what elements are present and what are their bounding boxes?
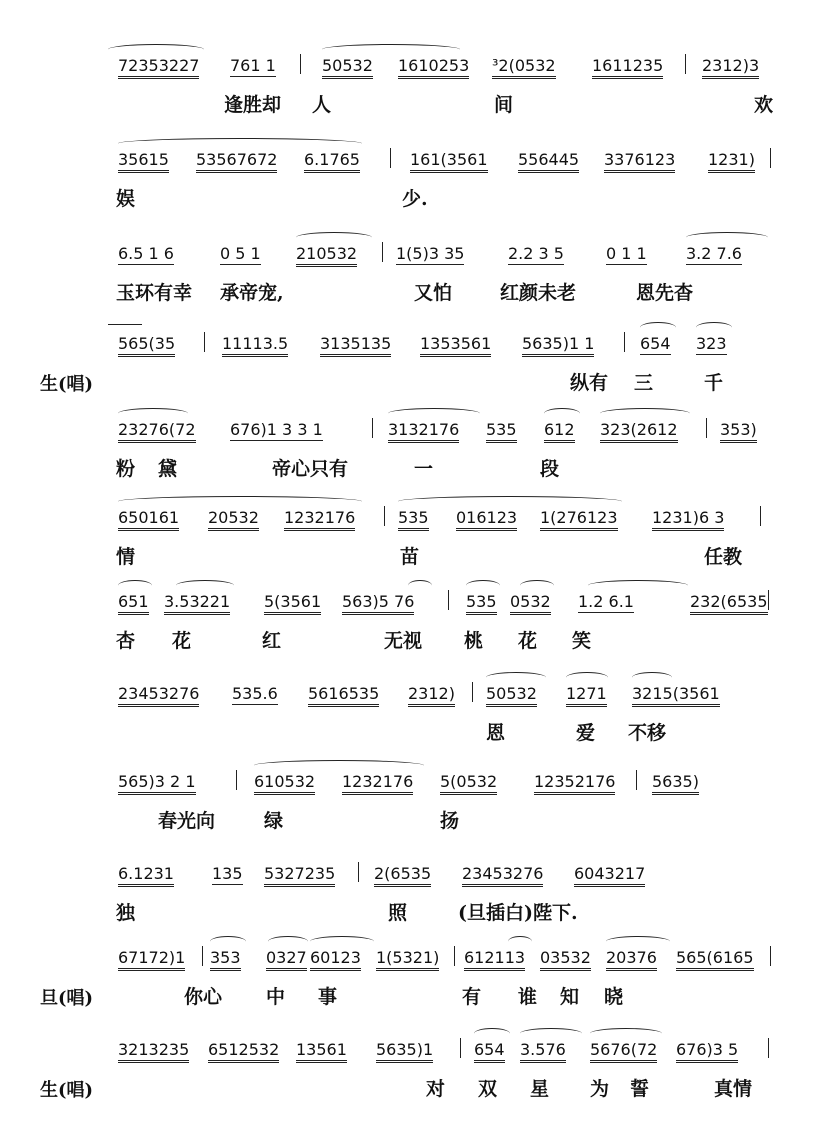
slur — [118, 138, 362, 149]
note-group: 323 — [696, 334, 727, 353]
slur — [210, 936, 246, 947]
note-group: 1231) — [708, 150, 755, 173]
lyric: (旦插白)陛下. — [458, 902, 578, 924]
note-group: 2312)3 — [702, 56, 759, 79]
note-group: 53567672 — [196, 150, 277, 173]
role-label: 旦(唱) — [40, 988, 94, 1009]
note-group: 565)3 2 1 — [118, 772, 196, 795]
bar-line — [236, 770, 237, 790]
slur — [696, 322, 732, 333]
note-group: 1232176 — [342, 772, 413, 795]
slur — [588, 580, 688, 591]
lyric: 恩 — [486, 722, 506, 744]
bar-line — [624, 332, 625, 352]
note-group: 612 — [544, 420, 575, 443]
note-group: 210532 — [296, 244, 357, 267]
bar-line — [768, 1038, 769, 1058]
note-group: 1611235 — [592, 56, 663, 79]
note-group: 1(5)3 35 — [396, 244, 465, 263]
slur — [388, 408, 480, 419]
lyrics-line — [0, 278, 822, 308]
bar-line — [685, 54, 686, 74]
lyrics-line — [0, 718, 822, 748]
note-group: 5635)1 1 — [522, 334, 594, 357]
lyric: 娱 — [116, 188, 136, 210]
note-group: 23453276 — [118, 684, 199, 707]
lyric: 誓 — [630, 1078, 650, 1100]
note-group: 654 — [474, 1040, 505, 1063]
note-group: 323(2612 — [600, 420, 678, 443]
lyric: 晓 — [604, 986, 624, 1008]
slur — [520, 1028, 582, 1039]
slur — [296, 232, 372, 243]
note-group: 676)3 5 — [676, 1040, 738, 1063]
slur — [118, 496, 362, 507]
lyric: 爱 — [576, 722, 596, 744]
lyric: 又怕 — [414, 282, 453, 304]
lyric: 段 — [540, 458, 560, 480]
role-label: 生(唱) — [40, 374, 94, 395]
note-group: 23453276 — [462, 864, 543, 887]
slur — [268, 936, 308, 947]
lyric: 杏 — [116, 630, 136, 652]
system-9 — [0, 764, 822, 844]
note-group: 20376 — [606, 948, 657, 971]
system-5 — [0, 412, 822, 492]
system-3 — [0, 236, 822, 316]
note-group: 353) — [720, 420, 757, 443]
slur — [254, 760, 424, 771]
lyrics-line — [0, 454, 822, 484]
slur — [508, 936, 532, 947]
slur — [466, 580, 500, 591]
slur — [600, 408, 690, 419]
note-group: 6.1765 — [304, 150, 360, 173]
note-group: 556445 — [518, 150, 579, 173]
note-group: 612113 — [464, 948, 525, 971]
lyrics-line — [0, 184, 822, 214]
bar-line — [706, 418, 707, 438]
lyric: 真情 — [714, 1078, 753, 1100]
slur — [118, 408, 188, 419]
tie — [108, 324, 142, 327]
lyric: 红颜未老 — [500, 282, 577, 304]
note-group: 535 — [466, 592, 497, 615]
note-group: 0327 — [266, 948, 307, 971]
lyric: 红 — [262, 630, 282, 652]
slur — [632, 672, 672, 683]
lyric: 中 — [266, 986, 286, 1008]
note-group: 651 — [118, 592, 149, 615]
note-group: 5676(72 — [590, 1040, 657, 1063]
note-group: 3213235 — [118, 1040, 189, 1063]
note-group: 535 — [398, 508, 429, 531]
note-group: 3132176 — [388, 420, 459, 443]
bar-line — [204, 332, 205, 352]
note-group: 1231)6 3 — [652, 508, 724, 531]
slur — [544, 408, 580, 419]
lyric: 双 — [478, 1078, 498, 1100]
system-1 — [0, 48, 822, 128]
lyric: 粉 — [116, 458, 136, 480]
lyric: 为 — [590, 1078, 610, 1100]
bar-line — [460, 1038, 461, 1058]
lyric: 间 — [494, 94, 514, 116]
note-group: 6043217 — [574, 864, 645, 887]
note-group: 35615 — [118, 150, 169, 173]
system-12 — [0, 1032, 822, 1112]
note-group: 135 — [212, 864, 243, 883]
slur — [686, 232, 768, 243]
note-group: 1232176 — [284, 508, 355, 531]
note-group: 72353227 — [118, 56, 199, 79]
note-group: 6.1231 — [118, 864, 174, 887]
lyric: 帝心只有 — [272, 458, 349, 480]
lyric: 一 — [414, 458, 434, 480]
slur — [474, 1028, 510, 1039]
slur — [408, 580, 432, 591]
lyric: 对 — [426, 1078, 446, 1100]
lyric: 花 — [518, 630, 538, 652]
lyric: 人 — [312, 94, 332, 116]
lyric: 纵有 — [570, 372, 609, 394]
bar-line — [636, 770, 637, 790]
slur — [322, 44, 460, 55]
lyrics-line — [0, 626, 822, 656]
note-group: 13561 — [296, 1040, 347, 1063]
lyric: 桃 — [464, 630, 484, 652]
note-group: 11113.5 — [222, 334, 288, 357]
note-group: 650161 — [118, 508, 179, 531]
lyric: 恩先杳 — [636, 282, 694, 304]
bar-line — [390, 148, 391, 168]
note-group: 3.2 7.6 — [686, 244, 742, 263]
bar-line — [372, 418, 373, 438]
note-group: 0532 — [510, 592, 551, 615]
lyric: 千 — [704, 372, 724, 394]
note-group: 5(0532 — [440, 772, 497, 795]
lyric: 你心 — [184, 986, 223, 1008]
note-group: 3135135 — [320, 334, 391, 357]
note-group: 1(5321) — [376, 948, 439, 971]
lyric: 扬 — [440, 810, 460, 832]
slur — [640, 322, 676, 333]
note-group: 761 1 — [230, 56, 276, 75]
bar-line — [202, 946, 203, 966]
slur — [118, 580, 152, 591]
lyric: 任教 — [704, 546, 743, 568]
note-group: 610532 — [254, 772, 315, 795]
note-group: 12352176 — [534, 772, 615, 795]
system-6 — [0, 500, 822, 580]
note-group: 60123 — [310, 948, 361, 971]
bar-line — [382, 242, 383, 262]
slur — [398, 496, 622, 507]
slur — [520, 580, 554, 591]
bar-line — [760, 506, 761, 526]
lyric: 情 — [116, 546, 136, 568]
note-group: 3.576 — [520, 1040, 566, 1063]
note-group: ³2(0532 — [492, 56, 556, 79]
note-group: 016123 — [456, 508, 517, 531]
lyric: 无视 — [384, 630, 423, 652]
note-group: 1271 — [566, 684, 607, 707]
note-group: 654 — [640, 334, 671, 353]
note-group: 563)5 76 — [342, 592, 414, 615]
slur — [606, 936, 670, 947]
lyric: 不移 — [628, 722, 667, 744]
note-group: 5616535 — [308, 684, 379, 707]
lyrics-line — [0, 90, 822, 120]
note-group: 6512532 — [208, 1040, 279, 1063]
note-group: 50532 — [486, 684, 537, 707]
slur — [566, 672, 608, 683]
lyric: 有 — [462, 986, 482, 1008]
note-group: 0 1 1 — [606, 244, 647, 263]
note-group: 535.6 — [232, 684, 278, 703]
lyrics-line — [0, 982, 822, 1012]
note-group: 2.2 3 5 — [508, 244, 564, 263]
note-group: 0 5 1 — [220, 244, 261, 263]
note-group: 5(3561 — [264, 592, 321, 615]
lyric: 三 — [634, 372, 654, 394]
lyrics-line — [0, 542, 822, 572]
system-10 — [0, 856, 822, 936]
note-group: 161(3561 — [410, 150, 488, 173]
note-group: 67172)1 — [118, 948, 185, 971]
note-group: 5635) — [652, 772, 699, 795]
note-group: 1353561 — [420, 334, 491, 357]
note-group: 232(6535 — [690, 592, 768, 615]
note-group: 2312) — [408, 684, 455, 707]
note-group: 23276(72 — [118, 420, 196, 443]
note-group: 03532 — [540, 948, 591, 971]
bar-line — [770, 946, 771, 966]
lyric: 承帝宠, — [220, 282, 284, 304]
bar-line — [358, 862, 359, 882]
note-group: 535 — [486, 420, 517, 443]
lyric: 少. — [402, 188, 428, 210]
bar-line — [472, 682, 473, 702]
system-2 — [0, 142, 822, 222]
lyrics-line — [0, 1074, 822, 1104]
lyric: 星 — [530, 1078, 550, 1100]
note-group: 3.53221 — [164, 592, 230, 615]
slur — [310, 936, 374, 947]
note-group: 50532 — [322, 56, 373, 79]
lyric: 逢胜却 — [224, 94, 282, 116]
system-8 — [0, 676, 822, 756]
lyric: 黛 — [158, 458, 178, 480]
note-group: 565(35 — [118, 334, 175, 357]
lyric: 欢 — [754, 94, 774, 116]
note-group: 676)1 3 3 1 — [230, 420, 323, 439]
note-group: 3376123 — [604, 150, 675, 173]
bar-line — [448, 590, 449, 610]
bar-line — [384, 506, 385, 526]
system-11 — [0, 940, 822, 1020]
bar-line — [768, 590, 769, 610]
bar-line — [454, 946, 455, 966]
lyric: 玉环有幸 — [116, 282, 193, 304]
slur — [176, 580, 234, 591]
note-group: 1(276123 — [540, 508, 618, 531]
note-group: 20532 — [208, 508, 259, 531]
note-group: 2(6535 — [374, 864, 431, 887]
note-group: 5327235 — [264, 864, 335, 887]
lyric: 独 — [116, 902, 136, 924]
bar-line — [770, 148, 771, 168]
lyrics-line — [0, 898, 822, 928]
lyric: 笑 — [572, 630, 592, 652]
lyric: 照 — [388, 902, 408, 924]
note-group: 353 — [210, 948, 241, 971]
note-group: 565(6165 — [676, 948, 754, 971]
note-group: 5635)1 — [376, 1040, 433, 1063]
lyrics-line — [0, 368, 822, 398]
note-group: 1610253 — [398, 56, 469, 79]
role-label: 生(唱) — [40, 1080, 94, 1101]
note-group: 3215(3561 — [632, 684, 720, 707]
lyrics-line — [0, 806, 822, 836]
note-group: 1.2 6.1 — [578, 592, 634, 611]
slur — [108, 44, 204, 55]
slur — [486, 672, 546, 683]
note-group: 6.5 1 6 — [118, 244, 174, 263]
system-7 — [0, 584, 822, 664]
lyric: 事 — [318, 986, 338, 1008]
lyric: 知 — [560, 986, 580, 1008]
lyric: 苗 — [400, 546, 420, 568]
lyric: 花 — [172, 630, 192, 652]
system-4 — [0, 326, 822, 406]
lyric: 春光向 — [158, 810, 216, 832]
bar-line — [300, 54, 301, 74]
lyric: 绿 — [264, 810, 284, 832]
lyric: 谁 — [518, 986, 538, 1008]
slur — [590, 1028, 662, 1039]
